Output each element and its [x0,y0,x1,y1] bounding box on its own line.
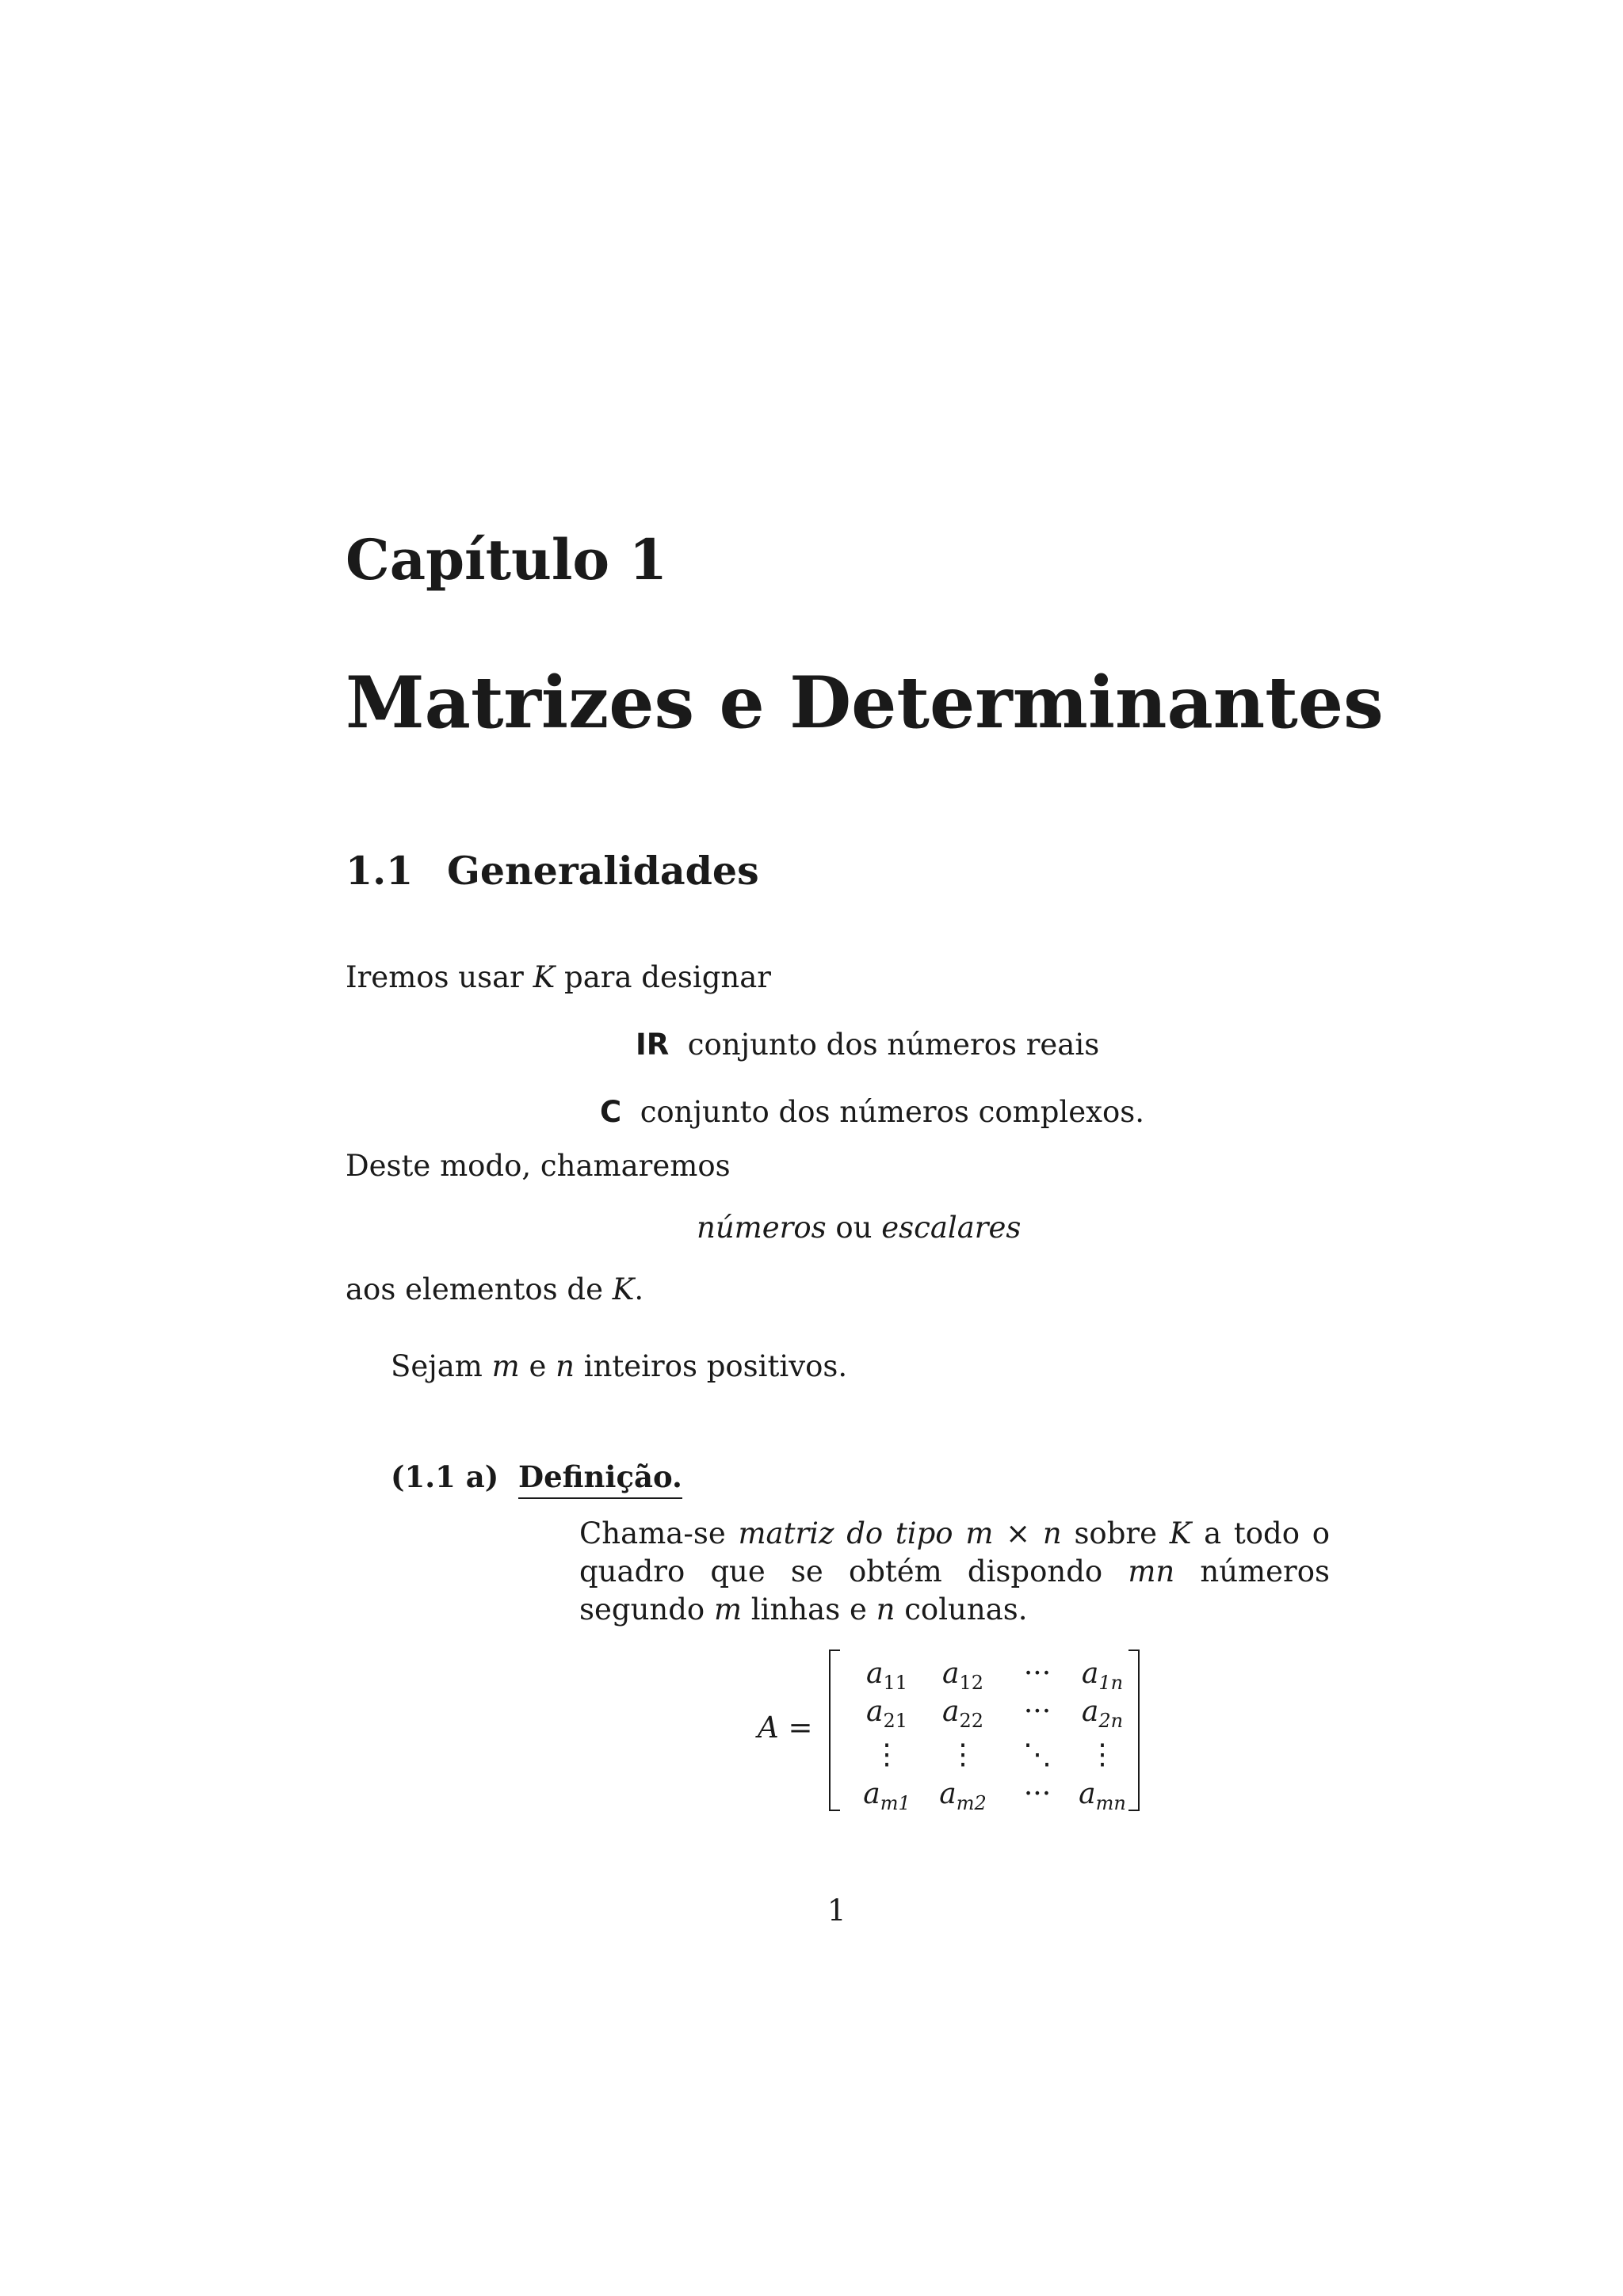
definition-text: números segundo [579,1554,1330,1627]
matrix-entry-base: a [865,1695,884,1728]
chapter-label: Capítulo 1 [346,527,668,593]
matrix-entry-base: ··· [1023,1657,1052,1690]
set-description: conjunto dos números complexos. [640,1095,1145,1129]
matrix-entry-subscript: 21 [883,1710,907,1733]
matrix-entry [851,1778,922,1814]
intro-line-2: Deste modo, chamaremos [346,1149,731,1183]
defined-term: matriz do tipo [738,1516,953,1550]
matrix-a [829,1650,1140,1815]
definition-paragraph [579,1515,1330,1629]
matrix-entry-base: ··· [1023,1778,1052,1810]
intro-text: Sejam [391,1349,492,1383]
set-reals [636,1028,1100,1062]
section-title: Generalidades [447,848,759,894]
intro-text: e [519,1349,556,1383]
matrix-entry-base: a [941,1657,960,1690]
matrix-entry-base: a [863,1778,880,1810]
matrix-entry [1067,1657,1138,1694]
definition-text: linhas e [742,1592,876,1627]
matrix-entry [927,1695,999,1732]
matrix-entry-subscript: 2n [1098,1710,1124,1733]
page-number: 1 [827,1894,846,1928]
matrix-entry [1067,1778,1138,1814]
matrix-entry-subscript: 12 [959,1672,983,1695]
variable-n: n [876,1592,896,1627]
variable-m: m [491,1349,520,1383]
set-complex [600,1097,1144,1127]
matrix-entry-base: a [1079,1778,1096,1810]
variable-k: K [1169,1516,1192,1550]
variable-k: K [533,960,556,994]
intro-text: para designar [555,960,771,994]
matrix-entry-subscript: 1n [1098,1672,1124,1695]
matrix-entry-base: a [939,1778,957,1810]
matrix-entry [851,1738,922,1771]
matrix-entry [1002,1778,1073,1810]
intro-line-1 [346,960,771,994]
matrix-entry-base: ⋮ [873,1738,901,1771]
intro-text: aos elementos de [346,1272,613,1306]
definition-heading [518,1459,682,1499]
matrix-entry [1002,1657,1073,1690]
matrix-entry [1002,1738,1073,1771]
definition-heading-text: Definição. [518,1459,682,1499]
complex-symbol: C [600,1095,622,1129]
matrix-entry-base: a [941,1695,960,1728]
definition-text: Chama-se [579,1516,739,1550]
intro-text: . [634,1272,644,1306]
matrix-entry-subscript: mn [1095,1792,1126,1815]
matrix-lhs [758,1711,812,1745]
definition-text: colunas. [895,1592,1028,1627]
matrix-entry [927,1778,999,1814]
chapter-title: Matrizes e Determinantes [346,661,1384,745]
matrix-entry [851,1695,922,1732]
matrix-entry [1067,1738,1138,1771]
definition-text: a todo o quadro que se obtém dispondo [579,1516,1330,1589]
definition-label: (1.1 a) [391,1459,499,1494]
matrix-entry-subscript: 22 [959,1710,983,1733]
matrix-entry-subscript: m2 [956,1792,987,1815]
term-numeros: números [697,1211,827,1245]
intro-text: Iremos usar [346,960,533,994]
intro-line-3 [346,1272,644,1306]
intro-line-4 [391,1349,848,1383]
reals-symbol: IR [636,1028,670,1062]
set-description: conjunto dos números reais [687,1028,1100,1062]
variable-m: m [713,1592,743,1627]
matrix-entry-base: ⋱ [1023,1738,1052,1771]
left-bracket [829,1650,840,1811]
intro-text: inteiros positivos. [574,1349,848,1383]
matrix-entry [927,1738,999,1771]
term-join: ou [826,1211,882,1245]
matrix-entry-base: ⋮ [949,1738,977,1771]
matrix-entry-base: a [1081,1657,1099,1690]
variable-n: n [556,1349,575,1383]
matrix-entry-base: ⋮ [1088,1738,1117,1771]
section-number: 1.1 [346,848,414,894]
math-type: m × n [953,1516,1075,1550]
term-escalares: escalares [881,1211,1022,1245]
terms-line [697,1211,1022,1245]
matrix-lhs-text: A = [758,1711,813,1745]
matrix-entry-base: a [1081,1695,1099,1728]
variable-mn: mn [1128,1554,1175,1589]
variable-k: K [612,1272,635,1306]
matrix-entry-base: ··· [1023,1695,1052,1728]
matrix-entry-subscript: m1 [880,1792,911,1815]
definition-text: sobre [1074,1516,1170,1550]
section-heading [346,848,759,894]
matrix-entry-base: a [865,1657,884,1690]
matrix-entry [1002,1695,1073,1728]
matrix-entry [927,1657,999,1694]
matrix-entry [851,1657,922,1694]
matrix-entry-subscript: 11 [883,1672,907,1695]
matrix-entry [1067,1695,1138,1732]
